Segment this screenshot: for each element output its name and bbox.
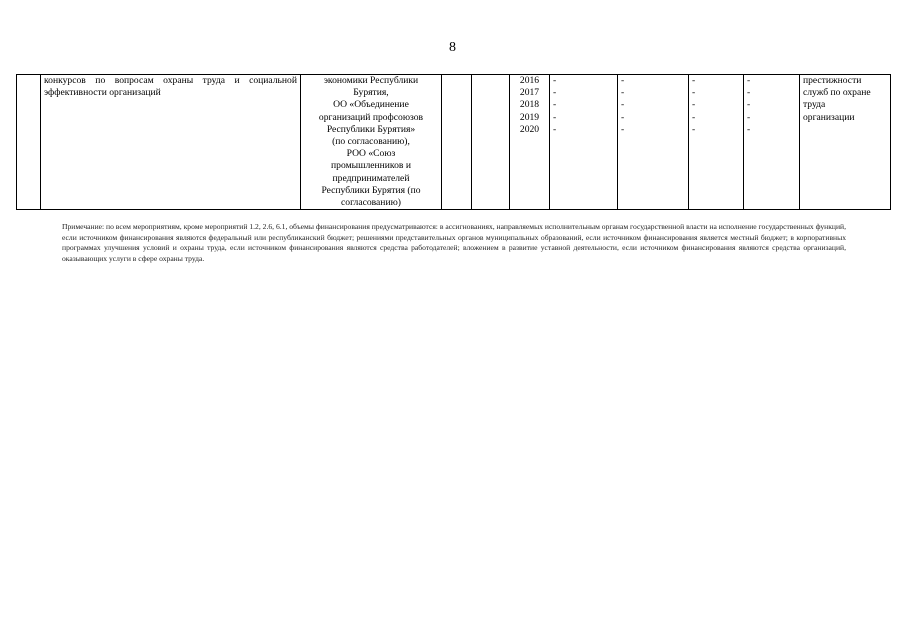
footnote: Примечание: по всем мероприятиям, кроме мероприятий 1.2, 2.6, 6.1, объемы финансирования предусматриваются: в ассигнованиях, направляемых исполнительным органам государственной власти на исполнение государственных функций, если источником финансирования являются федеральный или республиканский бюджет; решениями представительных органов муниципальных образований, если источником финансирования является местный бюджет; в корпоративных программах улучшения условий и охраны труда, если источником финансирования являются средства работодателей; вложением в развитие уставной деятельности, если источником финансирования являются средства организаций, оказывающих услуги в сфере охраны труда. bbox=[62, 222, 846, 263]
funding-value: - bbox=[553, 75, 557, 86]
funding-value: - bbox=[747, 87, 751, 99]
funding-value: - bbox=[692, 75, 696, 86]
funding-value: - bbox=[553, 111, 557, 123]
funding-value: - bbox=[553, 87, 557, 99]
years-cell bbox=[510, 75, 550, 210]
executor-line: предпринимателей bbox=[332, 172, 410, 184]
year-value: 2016 bbox=[519, 75, 540, 86]
funding-value: - bbox=[553, 123, 557, 135]
goal-cell: конкурсов по вопросам охраны труда и социальной эффективности организаций bbox=[41, 75, 301, 210]
funding-value: - bbox=[747, 75, 751, 86]
executor-cell bbox=[301, 75, 442, 210]
funding-value: - bbox=[621, 87, 625, 99]
table-row bbox=[17, 75, 891, 210]
funding-value: - bbox=[692, 99, 696, 111]
page-number: 8 bbox=[449, 40, 456, 55]
funding-cell-4 bbox=[744, 75, 800, 210]
empty-cell bbox=[472, 75, 510, 210]
executor-line: экономики Республики bbox=[323, 75, 419, 86]
funding-cell-2 bbox=[618, 75, 689, 210]
measures-table bbox=[16, 74, 891, 210]
indicator-line: престижности bbox=[803, 75, 862, 86]
executor-line: РОО «Союз bbox=[346, 148, 396, 160]
executor-line: Республики Бурятия (по bbox=[321, 184, 421, 196]
indicator-cell bbox=[800, 75, 891, 210]
year-value: 2020 bbox=[519, 123, 540, 135]
funding-value: - bbox=[692, 123, 696, 135]
funding-value: - bbox=[692, 111, 696, 123]
executor-line: Республики Бурятия» bbox=[326, 123, 416, 135]
funding-value: - bbox=[747, 99, 751, 111]
number-cell bbox=[17, 75, 41, 210]
funding-value: - bbox=[621, 123, 625, 135]
funding-value: - bbox=[553, 99, 557, 111]
funding-cell-1 bbox=[550, 75, 618, 210]
funding-value: - bbox=[621, 99, 625, 111]
executor-line: промышленников и bbox=[331, 160, 411, 172]
executor-line: согласованию) bbox=[341, 196, 401, 208]
indicator-line: труда bbox=[803, 99, 826, 111]
executor-line: организаций профсоюзов bbox=[318, 111, 424, 123]
funding-value: - bbox=[747, 123, 751, 135]
executor-line: Бурятия, bbox=[353, 87, 389, 99]
executor-line: ОО «Объединение bbox=[333, 99, 409, 111]
funding-value: - bbox=[621, 75, 625, 86]
funding-cell-3 bbox=[689, 75, 744, 210]
year-value: 2019 bbox=[519, 111, 540, 123]
indicator-line: служб по охране bbox=[803, 87, 871, 99]
funding-value: - bbox=[621, 111, 625, 123]
funding-value: - bbox=[747, 111, 751, 123]
empty-cell bbox=[442, 75, 472, 210]
funding-value: - bbox=[692, 87, 696, 99]
year-value: 2018 bbox=[519, 99, 540, 111]
indicator-line: организации bbox=[803, 111, 855, 123]
executor-line: (по согласованию), bbox=[332, 135, 410, 147]
year-value: 2017 bbox=[519, 87, 540, 99]
